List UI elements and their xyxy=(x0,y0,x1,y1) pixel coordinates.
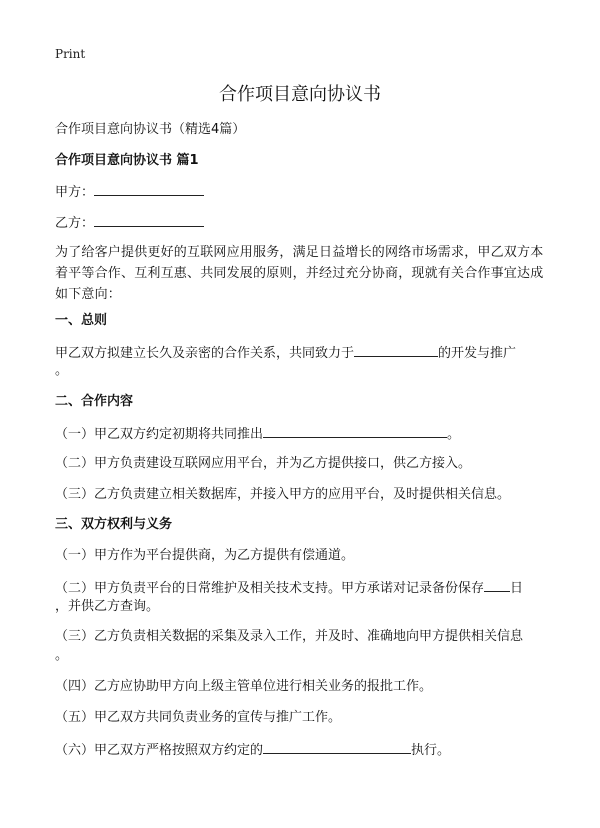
section-2-item-1-blank xyxy=(263,423,447,438)
document-subtitle: 合作项目意向协议书（精选4篇） xyxy=(55,122,246,137)
section-heading: 合作项目意向协议书 篇1 xyxy=(55,153,199,168)
party-b-label: 乙方： xyxy=(55,216,95,231)
print-link[interactable]: Print xyxy=(55,47,86,61)
party-a-label: 甲方： xyxy=(55,185,95,200)
section-3-item-6-blank xyxy=(263,739,411,754)
party-a-line xyxy=(55,181,204,203)
section-3-item-6 xyxy=(55,739,450,761)
section-1-text-before: 甲乙双方拟建立长久及亲密的合作关系，共同致力于 xyxy=(55,346,355,361)
section-3-item-2-text: （二）甲方负责平台的日常维护及相关技术支持。甲方承诺对记录备份保存 xyxy=(55,581,485,596)
party-a-blank xyxy=(94,181,204,196)
section-1-title: 一、总则 xyxy=(55,313,108,328)
section-3-item-2-unit: 日 xyxy=(510,581,524,596)
section-2-title: 二、合作内容 xyxy=(55,394,134,409)
section-2-item-1 xyxy=(55,423,460,445)
section-3-item-3: （三）乙方负责相关数据的采集及录入工作，并及时、准确地向甲方提供相关信息 xyxy=(55,629,524,644)
section-2-item-2: （二）甲方负责建设互联网应用平台，并为乙方提供接口，供乙方接入。 xyxy=(55,456,472,471)
section-3-item-3-end: 。 xyxy=(55,648,69,663)
section-3-item-2 xyxy=(55,577,523,599)
section-3-item-6-end: 执行。 xyxy=(411,743,451,758)
section-1-end: 。 xyxy=(55,363,69,378)
section-3-item-4: （四）乙方应协助甲方向上级主管单位进行相关业务的报批工作。 xyxy=(55,679,433,694)
page-title: 合作项目意向协议书 xyxy=(219,84,381,105)
section-1-paragraph xyxy=(55,342,516,364)
section-3-item-1: （一）甲方作为平台提供商，为乙方提供有偿通道。 xyxy=(55,548,355,563)
section-1-blank xyxy=(354,342,438,357)
section-3-item-6-text: （六）甲乙双方严格按照双方约定的 xyxy=(55,743,264,758)
section-3-title: 三、双方权利与义务 xyxy=(55,517,173,532)
section-2-item-1-text: （一）甲乙双方约定初期将共同推出 xyxy=(55,427,264,442)
section-1-text-after: 的开发与推广 xyxy=(438,346,517,361)
section-3-item-5: （五）甲乙双方共同负责业务的宣传与推广工作。 xyxy=(55,710,342,725)
party-b-line xyxy=(55,212,204,234)
section-3-item-2-blank xyxy=(484,577,510,592)
section-3-item-2-line2: ，并供乙方查询。 xyxy=(55,599,160,614)
party-b-blank xyxy=(94,212,204,227)
section-2-item-1-end: 。 xyxy=(447,427,461,442)
intro-paragraph: 为了给客户提供更好的互联网应用服务，满足日益增长的网络市场需求，甲乙双方本着平等合作、互利互惠、共同发展的原则，并经过充分协商，现就有关合作事宜达成如下意向： xyxy=(55,245,544,302)
section-2-item-3: （三）乙方负责建立相关数据库，并接入甲方的应用平台，及时提供相关信息。 xyxy=(55,487,511,502)
